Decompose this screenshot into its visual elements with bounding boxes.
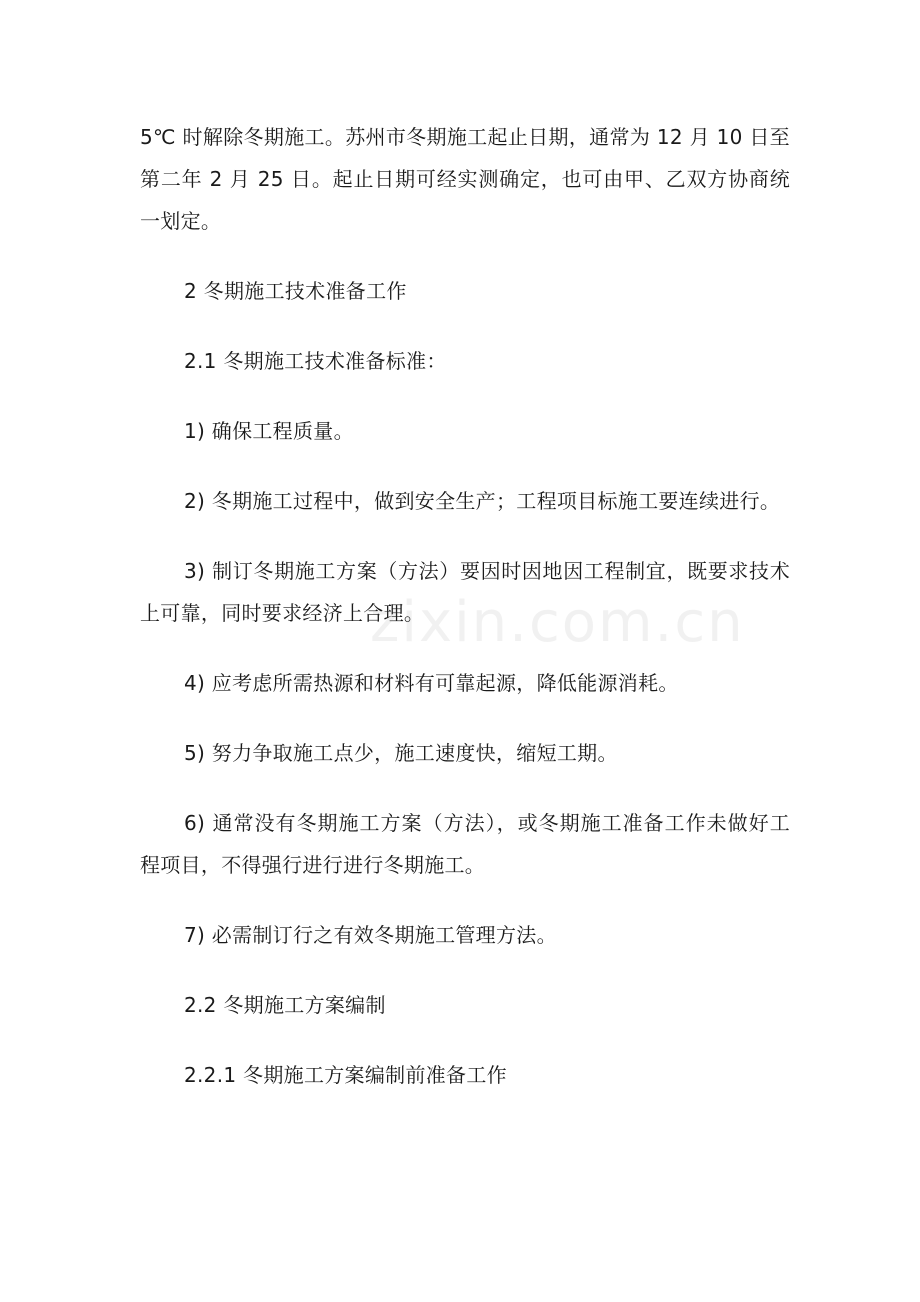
list-item-1: 1) 确保工程质量。	[184, 419, 354, 443]
watermark-text: zixin.com.cn	[370, 590, 745, 655]
list-item-2: 2) 冬期施工过程中，做到安全生产；工程项目标施工要连续进行。	[184, 489, 781, 513]
list-item-7: 7) 必需制订行之有效冬期施工管理方法。	[184, 923, 557, 947]
heading-section-2-1: 2.1 冬期施工技术准备标准：	[184, 349, 447, 373]
list-item-3: 3) 制订冬期施工方案（方法）要因时因地因工程制宜，既要求技术上可靠，同时要求经济上合理。	[140, 559, 790, 625]
document-body	[140, 116, 790, 1124]
paragraph-winter-dates: 5℃ 时解除冬期施工。苏州市冬期施工起止日期，通常为 12 月 10 日至第二年 2 月 25 日。起止日期可经实测确定，也可由甲、乙双方协商统一划定。	[140, 125, 790, 233]
heading-section-2-2-1: 2.2.1 冬期施工方案编制前准备工作	[184, 1063, 507, 1087]
heading-section-2-2: 2.2 冬期施工方案编制	[184, 993, 386, 1017]
list-item-6: 6) 通常没有冬期施工方案（方法），或冬期施工准备工作未做好工程项目，不得强行进行进行冬期施工。	[140, 811, 790, 877]
list-item-4: 4) 应考虑所需热源和材料有可靠起源，降低能源消耗。	[184, 671, 679, 695]
heading-section-2: 2 冬期施工技术准备工作	[184, 279, 407, 303]
list-item-5: 5) 努力争取施工点少，施工速度快，缩短工期。	[184, 741, 618, 765]
